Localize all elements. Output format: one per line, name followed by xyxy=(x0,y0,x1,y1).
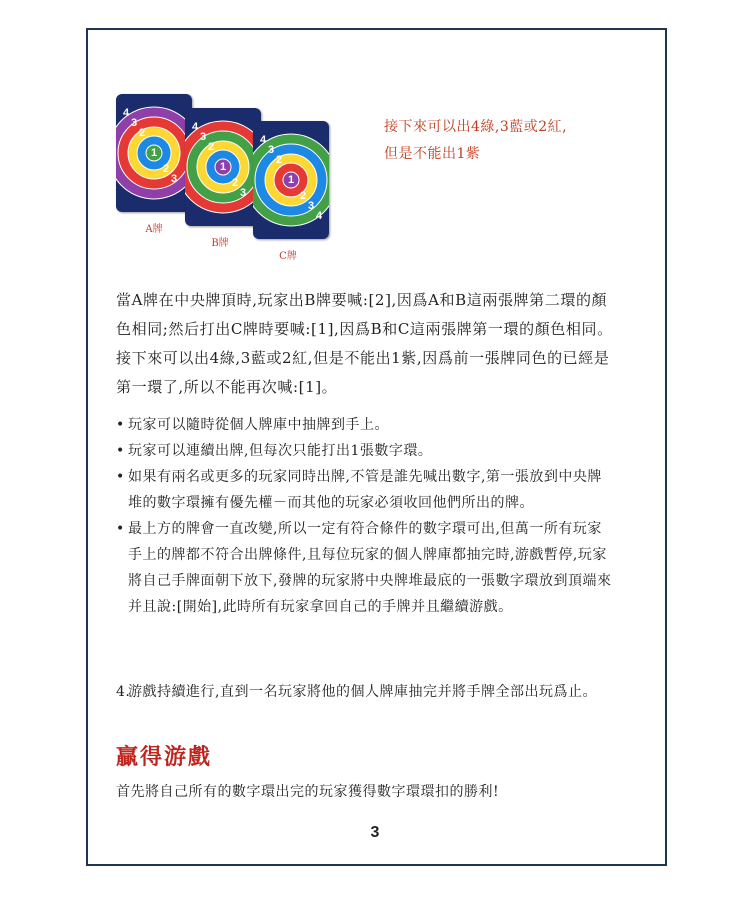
hint-text: 接下來可以出4綠,3藍或2紅,但是不能出1紫 xyxy=(384,119,568,162)
card-caption: C牌 xyxy=(279,251,297,262)
bullet-text: 玩家可以連續出牌,但每次只能打出1張數字環。 xyxy=(128,443,433,459)
ring-number: 4 xyxy=(315,210,323,222)
bullet-icon: • xyxy=(116,443,125,459)
rules-list xyxy=(116,412,616,620)
bullet-icon: • xyxy=(116,417,125,433)
ring-number: 3 xyxy=(199,131,207,143)
list-item xyxy=(116,412,616,438)
ring-number: 1 xyxy=(150,147,158,159)
step-number: 4. xyxy=(116,684,131,700)
ring-number: 3 xyxy=(239,187,247,199)
step-text: 游戲持續進行,直到一名玩家將他的個人牌庫抽完并將手牌全部出玩爲止。 xyxy=(128,684,597,700)
bullet-text: 如果有兩名或更多的玩家同時出牌,不管是誰先喊出數字,第一張放到中央牌堆的數字環擁有優先權－而其他的玩家必須收回他們所出的牌。 xyxy=(128,469,602,511)
step-4 xyxy=(116,679,616,705)
closing-text: 首先將自己所有的數字環出完的玩家獲得數字環環扣的勝利! xyxy=(116,784,500,800)
ring-number: 4 xyxy=(191,121,199,133)
page-number: 3 xyxy=(370,824,380,841)
number-ring-card xyxy=(185,108,261,226)
list-item xyxy=(116,516,616,620)
card-caption: A牌 xyxy=(145,224,163,235)
ring-number: 2 xyxy=(299,190,307,202)
list-item xyxy=(116,438,616,464)
ring-number: 1 xyxy=(219,161,227,173)
ring-number: 2 xyxy=(138,127,146,139)
number-ring-card xyxy=(253,121,329,239)
ring-number: 3 xyxy=(307,200,315,212)
ring-card-art xyxy=(185,108,261,226)
ring-card-art xyxy=(253,121,329,239)
bullet-icon: • xyxy=(116,521,125,537)
ring-card-art xyxy=(116,94,192,212)
section-title: 贏得游戲 xyxy=(116,744,213,770)
ring-number: 2 xyxy=(207,141,215,153)
ring-number: 3 xyxy=(170,173,178,185)
ring-number: 2 xyxy=(162,163,170,175)
ring-number: 1 xyxy=(287,174,295,186)
card-caption: B牌 xyxy=(211,238,229,249)
bullet-text: 玩家可以隨時從個人牌庫中抽牌到手上。 xyxy=(128,417,389,433)
bullet-text: 最上方的牌會一直改變,所以一定有符合條件的數字環可出,但萬一所有玩家手上的牌都不符合出牌條件,且每位玩家的個人牌庫都抽完時,游戲暫停,玩家將自己手牌面朝下放下,發牌的玩家將中央牌堆最底的一張數字環放到頂端來并且說:[開始],此時所有玩家拿回自己的手牌并且繼續游戲。 xyxy=(128,521,612,615)
list-item xyxy=(116,464,616,516)
ring-number: 3 xyxy=(130,117,138,129)
explanation-paragraph: 當A牌在中央牌頂時,玩家出B牌要喊:[2],因爲A和B這兩張牌第二環的顏色相同;然后打出C牌時要喊:[1],因爲B和C這兩張牌第一環的顏色相同。接下來可以出4綠,3藍或2紅,但是不能出1紫,因爲前一張牌同色的已經是第一環了,所以不能再次喊:[1]。 xyxy=(116,291,613,396)
bullet-icon: • xyxy=(116,469,125,485)
ring-number: 4 xyxy=(259,134,267,146)
number-ring-card xyxy=(116,94,192,212)
ring-number: 2 xyxy=(275,154,283,166)
ring-number: 3 xyxy=(267,144,275,156)
ring-number: 4 xyxy=(122,107,130,119)
ring-number: 2 xyxy=(231,177,239,189)
